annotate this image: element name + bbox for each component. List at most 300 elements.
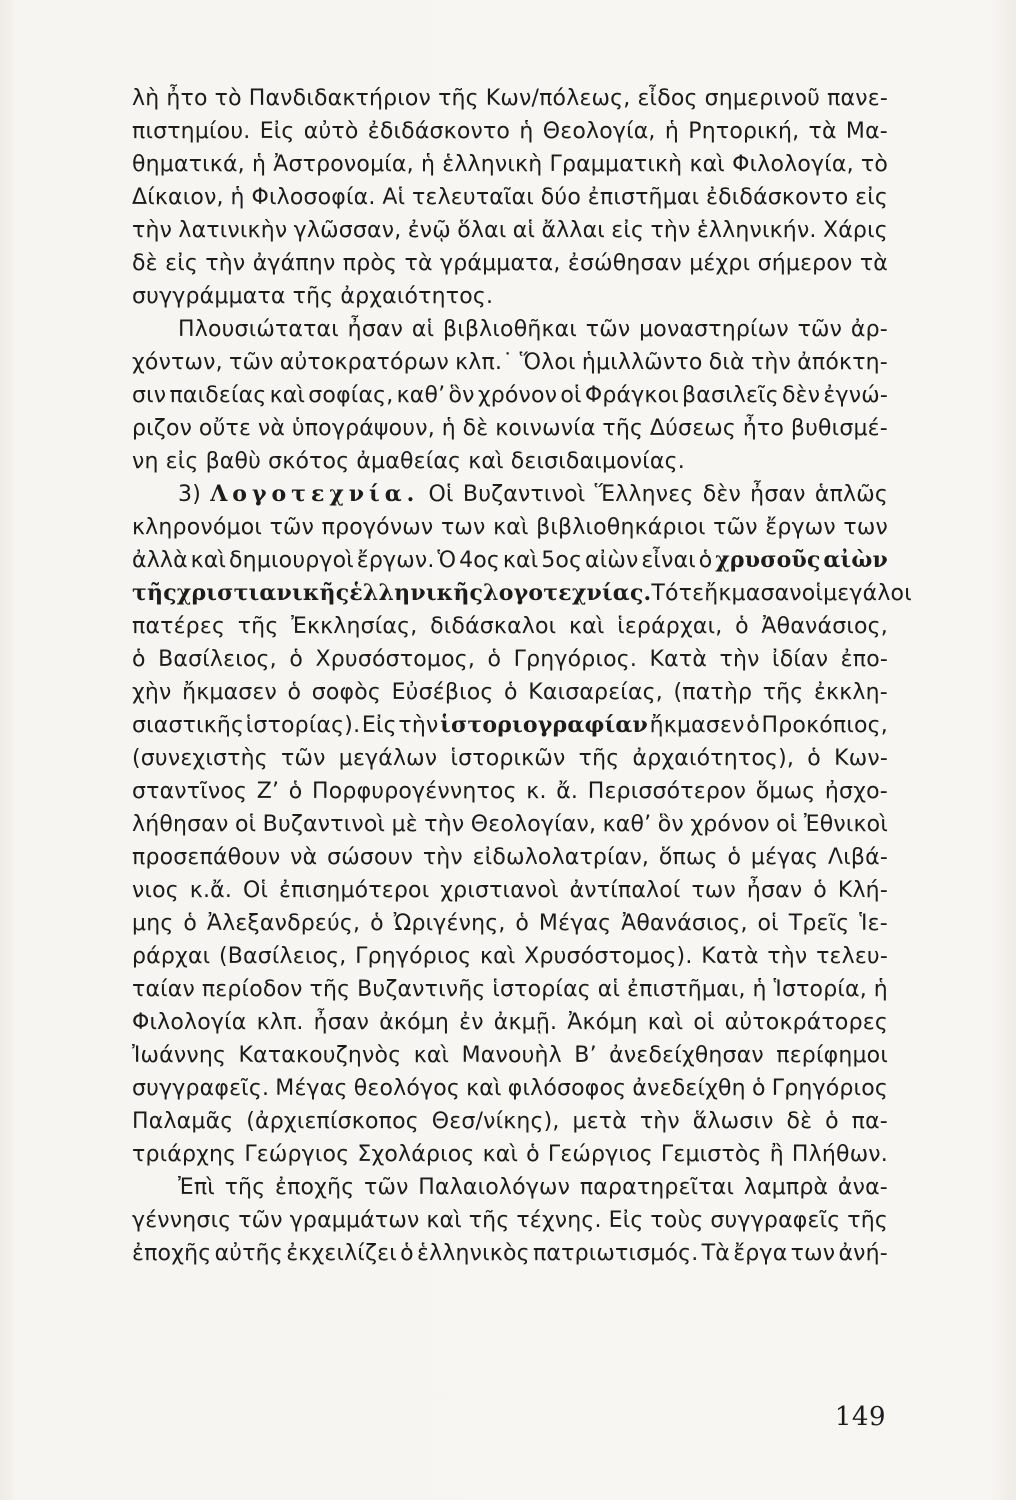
word: Θεολογίαν, [470,812,597,837]
word: ἀμαθείας [356,449,462,474]
word: λήθησαν [132,812,229,837]
word: ὁ [400,1241,414,1266]
word: ἱστορίας). [245,713,361,738]
word: χρόνον [690,812,770,837]
word: ἀλλὰ [132,548,188,573]
word: Γραμματικὴ [549,152,683,177]
word: καὶ [269,383,306,408]
text-line [132,1204,888,1237]
word: προσεπάθουν [132,845,281,870]
word: τὴν [422,845,463,870]
word: μὲ [391,812,418,837]
word: ἱστορίας [492,977,591,1002]
text-line [132,1039,888,1072]
emphasized-word: αἰὼν [823,547,888,573]
word: ἢ [769,1142,784,1167]
word: δύο [540,185,581,210]
word: καὶ [493,515,529,540]
word: Χρυσόστομος). [524,944,693,969]
word: Φιλολογία, [732,152,854,177]
word: αὐτοκρατόρων [279,350,449,375]
word: νιος [132,878,179,903]
word: Πλήθων. [791,1142,888,1167]
text-line [132,181,888,214]
word: ἤκμασεν [649,713,745,738]
word: Μέγας [275,1076,348,1101]
word: πιστημίου. [132,119,251,144]
word: χόντων, [132,350,223,375]
text-line [132,247,888,280]
word: Μέγας [538,911,612,936]
word: ἀκόμη [379,1010,450,1035]
word: μης [132,911,174,936]
word: δὲν [702,482,741,507]
text-line [132,478,888,511]
word: εἶδος [637,86,698,111]
word: τὴν [750,350,792,375]
word: νὰ [257,416,286,441]
text-line [132,511,888,544]
word: θεολόγος [353,1076,460,1101]
word: ἀνεδείχθη [632,1076,746,1101]
word: ὁ [825,1109,839,1134]
word: βιβλιοθηκάριοι [536,515,706,540]
word: ἑλληνικήν. [696,218,817,243]
word: ἡ [441,416,456,441]
word: Ἀλεξανδρεύς, [206,911,361,936]
word: ὁ [515,911,530,936]
word: οἱ [234,812,257,837]
word: περίοδον [201,977,303,1002]
word: ὁ [370,911,384,936]
word: τῆς [468,1208,510,1233]
word: φιλόσοφος [507,1076,627,1101]
word: σιαστικῆς [132,713,245,738]
word: εἰς [165,449,199,474]
word: Κλή- [837,878,888,903]
word: Ἕλληνες [594,482,694,507]
word: πατριωτισμός. [532,1241,699,1266]
text-line [132,1138,888,1171]
word: ριζον [132,416,193,441]
text-line [132,82,888,115]
word: Ὅλοι [519,350,576,375]
word: ὁ [746,713,760,738]
word: δὲν [782,383,821,408]
text-line [132,610,888,643]
word: ἡ [873,977,888,1002]
text-line [132,1105,888,1138]
word: ἔργων. [356,548,435,573]
word: αἱ [597,977,621,1002]
text-line [132,742,888,775]
word: τὰ [859,251,888,276]
text-line [132,313,888,346]
word: λαμπρὰ [743,1175,829,1200]
word: δὲ [462,416,489,441]
word: σοφίας, [308,383,394,408]
word: τῆς [309,977,351,1002]
word: Ἰωάννης [132,1043,227,1068]
word: Δίκαιον, [132,185,224,210]
text-line [132,874,888,907]
text-line [132,115,888,148]
word: τῆς [292,284,334,309]
word: ἡμιλλῶντο [581,350,703,375]
word: Χάρις [822,218,888,243]
word: ἅλωσιν [692,1109,774,1134]
emphasized-word: ἱστοριογραφίαν [440,712,649,738]
word: ἐκχειλίζει [286,1241,397,1266]
word: ἤκμασαν [704,581,802,606]
word: τὸ [860,152,888,177]
word: σταντῖνος [132,779,248,804]
word: ἀγάπην [252,251,336,276]
word: βυθισμέ- [790,416,888,441]
word: ὃν [657,812,684,837]
word: ἀκμῇ. [493,1010,558,1035]
word: Κατακουζηνὸς [238,1043,402,1068]
text-line [132,214,888,247]
word: τὴν [650,218,691,243]
word: ὑπογράψουν, [291,416,435,441]
word: των [440,515,486,540]
word: τῶν [229,350,274,375]
word: οἱ [801,581,824,606]
word: ὁ [807,746,821,771]
emphasized-word: χριστιανικῆς [176,580,350,606]
word: κλπ.˙ [455,350,514,375]
word: ἦσαν [313,1010,370,1035]
word: Καισαρείας, [528,680,663,705]
word: μέγας [750,845,819,870]
word: τελευ- [816,944,888,969]
word: Τότε [651,581,705,606]
word: τὴν [719,647,760,672]
word: Ἐθνικοὶ [803,812,888,837]
word: ἀρχαιότητος), [632,746,795,771]
word: ἐποχῆς [274,1175,355,1200]
word: (συνεχιστὴς [132,746,268,771]
word: συγγραφεῖς [710,1208,841,1233]
word: τὴν [132,218,173,243]
word: συγγραφεῖς. [132,1076,270,1101]
word: εἶναι [641,548,696,573]
word: ἄλλαι [541,218,605,243]
word: ὁ [287,680,302,705]
word: ὁ [289,647,303,672]
word: ράρχαι [132,944,211,969]
word: τῶν [269,515,315,540]
word: Τρεῖς [788,911,850,936]
word: σοφὸς [311,680,382,705]
text-line [132,148,888,181]
word: ἐποχῆς [132,1241,212,1266]
word: ἀρ- [850,317,888,342]
word: ἱστορικῶν [450,746,566,771]
word: Β’ [574,1043,597,1068]
word: τῆς [224,1175,266,1200]
text-line [132,346,888,379]
word: Κατὰ [649,647,708,672]
word: κ.ἄ. [189,878,233,903]
word: αὐτῆς [214,1241,283,1266]
word: Χρυσόστομος, [315,647,476,672]
word: Αἱ [382,185,406,210]
word: ἑλληνικὸς [417,1241,530,1266]
text-line [132,808,888,841]
word: λατινικὴν [178,218,288,243]
word: μέχρι [689,251,751,276]
word: ὅλαι [457,218,507,243]
word: τὰ [404,251,433,276]
word: ὁ [504,680,518,705]
word: Φράγκοι [584,383,679,408]
word: τὴν [639,1109,680,1134]
word: εἰς [855,185,888,210]
word: Κατὰ [701,944,759,969]
word: Ρητορική, [688,119,800,144]
word: ἰδίαν [772,647,829,672]
word: ἐδιδάσκοντο [706,185,849,210]
word: δεισιδαιμονίας. [510,449,685,474]
word: (Βασίλειος, [218,944,347,969]
word: ὁ [288,779,303,804]
text-line [132,907,888,940]
word: ὁ [727,845,742,870]
word: σημερινοῦ [704,86,821,111]
word: ἦσαν [746,878,803,903]
word: Βυζαντινοὶ [262,812,386,837]
word: εἰδωλολατρίαν, [472,845,650,870]
word: οἱ [776,812,798,837]
word: καὶ [413,1043,450,1068]
word: Ὠριγένης, [393,911,506,936]
word: Τὰ [701,1241,730,1266]
word: ἔργων [765,515,836,540]
word: ἐσώθησαν [567,251,682,276]
word: τῆς [578,746,620,771]
word: ἀνα- [837,1175,888,1200]
word: Γρηγόριος [355,944,472,969]
word: τῶν [238,1208,283,1233]
word: ὁ [487,647,502,672]
word: αἱ [411,317,435,342]
word: αἰὼν [585,548,639,573]
word: Κων- [834,746,888,771]
word: διὰ [708,350,745,375]
text-line [132,577,912,610]
word: ὁ [698,548,713,573]
word: τῆς [237,614,279,639]
word: γραμμάτων [289,1208,420,1233]
word: Μα- [845,119,888,144]
word: οἱ [560,383,582,408]
word: Μανουὴλ [461,1043,562,1068]
word: Ἀκόμη [567,1010,638,1035]
word: Παλαμᾶς [132,1109,234,1134]
word: Εὐσέβιος [391,680,494,705]
word: καθ’ [396,383,446,408]
word: καὶ [468,449,504,474]
text-line [132,709,888,742]
emphasized-word: χρυσοῦς [715,547,821,573]
word: Λιβά- [827,845,888,870]
word: των [790,1241,836,1266]
word: βιβλιοθῆκαι [443,317,578,342]
word: ἐκκλη- [813,680,888,705]
word: Φιλοσοφία. [251,185,376,210]
word: ἐν [459,1010,484,1035]
word: των [691,878,736,903]
word: 5ος [541,548,583,573]
word: (πατὴρ [673,680,753,705]
word: βασιλεῖς [682,383,779,408]
text-line [132,280,888,313]
word: μεγάλοι [823,581,912,606]
text-line [132,1006,888,1039]
word: Εἰς [361,713,397,738]
word: Ἐπὶ [178,1175,215,1200]
text-line [132,544,888,577]
word: καὶ [482,1142,519,1167]
word: τὴν [424,812,465,837]
word: ὅπως [658,845,718,870]
word: ὁ [183,911,197,936]
text-line [132,1171,888,1204]
word: σιν [132,383,167,408]
word: τὸ [214,86,242,111]
word: γλῶσσαν, [293,218,402,243]
emphasized-word: τῆς [132,580,177,606]
word: τῆς [847,1208,888,1233]
word: αἱ [512,218,536,243]
word: μοναστηρίων [639,317,789,342]
word: ὁ [751,1076,766,1101]
word: ἡ [664,119,680,144]
word: ἐπο- [840,647,888,672]
word: Κων/πόλεως, [485,86,631,111]
word: ὃν [448,383,475,408]
word: Εἰς [259,119,295,144]
page-number: 149 [834,1402,886,1432]
word: των [843,515,888,540]
word: Οἱ [242,878,269,903]
word: Ἀστρονομία, [273,152,414,177]
word: καὶ [569,614,605,639]
word: χρόνον [477,383,558,408]
word: κ. [526,779,547,804]
text-line [132,676,888,709]
word: ἡ [251,152,267,177]
word: οὔτε [198,416,252,441]
text-line [132,775,888,808]
word: Πορφυρογέννητος [312,779,517,804]
word: ἀνή- [838,1241,888,1266]
word: 3) [178,482,201,507]
word: Γεώργιος [244,1142,350,1167]
word: καὶ [426,1208,462,1233]
word: Πλουσιώταται [178,317,339,342]
body-text [132,82,912,1270]
word: συγγράμματα [132,284,286,309]
word: Γρηγόριος. [513,647,638,672]
word: τὰ [808,119,837,144]
word: παρατηρεῖται [579,1175,735,1200]
word: ὁ [132,647,146,672]
word: ἦσαν [750,482,806,507]
word: κοινωνία [495,416,596,441]
word: Ἀθανάσιος, [761,614,888,639]
word: παιδείας [169,383,267,408]
word: τῆς [762,680,804,705]
word: ἡ [420,152,436,177]
word: ἠσχο- [824,779,888,804]
word: τῶν [797,317,843,342]
word: χριστιανοὶ [440,878,559,903]
word: τῶν [585,317,631,342]
word: νὰ [290,845,318,870]
word: τὴν [767,944,808,969]
word: Ὁ [437,548,457,573]
word: ἦσαν [347,317,404,342]
word: θηματικά, [132,152,245,177]
word: διδάσκαλοι [430,614,557,639]
word: Παλαιολόγων [418,1175,571,1200]
word: Βυζαντινῆς [357,977,486,1002]
word: σκότος [268,449,350,474]
word: αὐτοκράτορες [724,1010,888,1035]
word: αὐτὸ [303,119,359,144]
word: ταίαν [132,977,195,1002]
word: τῶν [281,746,326,771]
word: Θεολογία, [542,119,656,144]
word: ἦτο [742,416,785,441]
word: οἱ [757,911,779,936]
word: ἑλληνικὴ [442,152,543,177]
word: τοὺς [650,1208,704,1233]
word: Βυζαντινοὶ [462,482,586,507]
word: δὲ [132,251,158,276]
word: καὶ [647,1010,684,1035]
word: ἄ. [556,779,579,804]
word: ὁ [526,1142,540,1167]
emphasized-word: Λογοτεχνία. [210,481,420,507]
word: τριάρχης [132,1142,237,1167]
word: ἐνῷ [407,218,451,243]
word: νη [132,449,159,474]
word: τὴν [205,251,246,276]
word: χὴν [132,680,172,705]
word: δημιουργοὶ [229,548,354,573]
word: ἐδιδάσκοντο [367,119,511,144]
word: (ἀρχιεπίσκοπος [246,1109,419,1134]
text-line [132,643,888,676]
word: Ἀθανάσιος, [621,911,748,936]
word: Θεσ/νίκης), [431,1109,560,1134]
word: καθ’ [602,812,652,837]
word: καὶ [502,548,539,573]
word: εἰς [165,251,198,276]
word: ἡ [519,119,534,144]
text-line [132,940,888,973]
word: ὅμως [755,779,816,804]
word: μετὰ [572,1109,627,1134]
word: Ἱε- [859,911,888,936]
word: Πανδιδακτήριον [248,86,432,111]
word: τῆς [602,416,644,441]
word: Ζ’ [256,779,280,804]
